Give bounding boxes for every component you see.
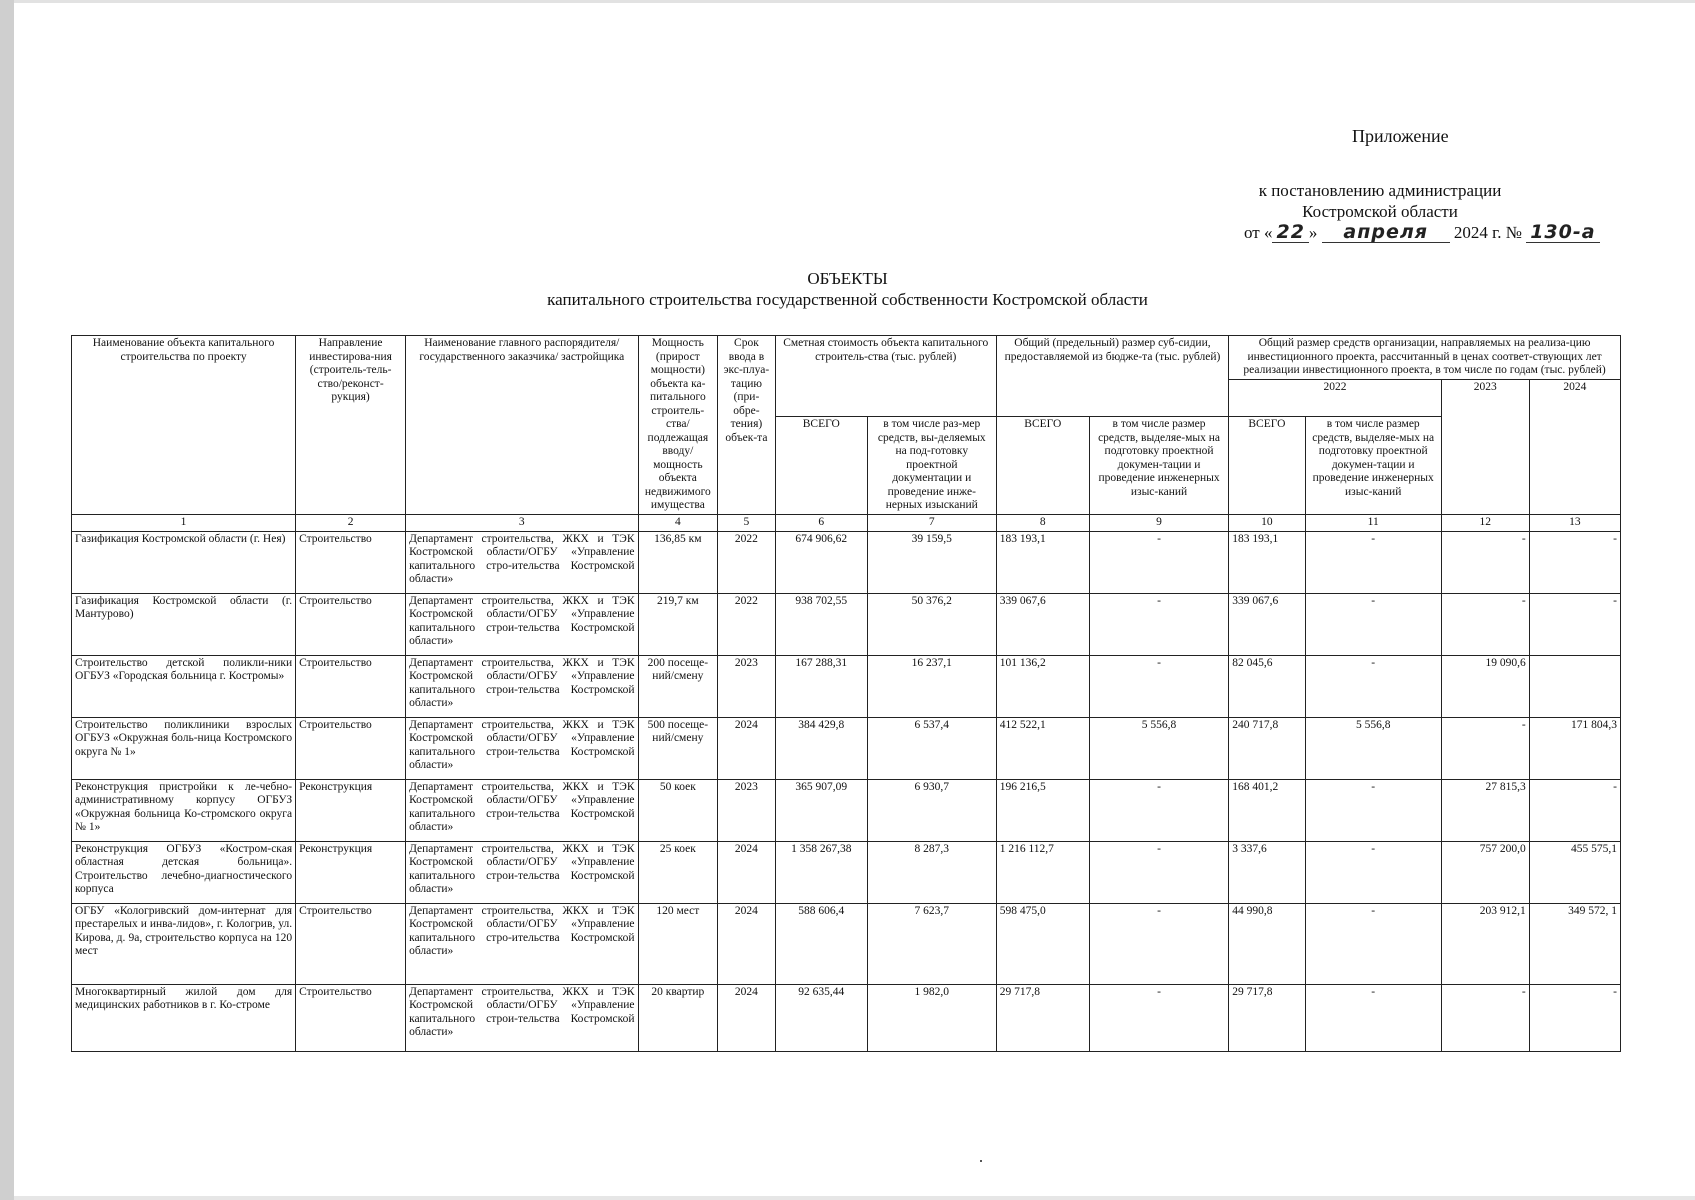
scan-edge-bottom bbox=[14, 1196, 1695, 1200]
estimate-incl-cell: 39 159,5 bbox=[867, 531, 996, 593]
date-prefix: от « bbox=[1244, 223, 1273, 242]
objects-table bbox=[71, 335, 1621, 1052]
header-object-name: Наименование объекта капитального строительства по проекту bbox=[72, 336, 296, 515]
title-line-2: капитального строительства государственной собственности Костромской области bbox=[547, 290, 1148, 309]
capacity-cell: 500 посеще-ний/смену bbox=[638, 717, 718, 779]
term-cell: 2022 bbox=[718, 593, 776, 655]
object-name-cell: Строительство детской поликли-ники ОГБУЗ «Городская больница г. Костромы» bbox=[72, 655, 296, 717]
column-number: 2 bbox=[296, 514, 406, 531]
date-month-handwritten: апреля bbox=[1322, 222, 1450, 243]
org-incl-cell: - bbox=[1305, 903, 1441, 984]
estimate-total-cell: 365 907,09 bbox=[775, 779, 867, 841]
customer-cell: Департамент строительства, ЖКХ и ТЭК Костромской области/ОГБУ «Управление капитального строи-тельства Костромской области» bbox=[406, 655, 638, 717]
direction-cell: Реконструкция bbox=[296, 841, 406, 903]
subsidy-incl-cell: - bbox=[1089, 593, 1228, 655]
capacity-cell: 50 коек bbox=[638, 779, 718, 841]
customer-cell: Департамент строительства, ЖКХ и ТЭК Костромской области/ОГБУ «Управление капитального стро-ительства Костромской области» bbox=[406, 531, 638, 593]
column-number: 12 bbox=[1441, 514, 1529, 531]
capacity-cell: 25 коек bbox=[638, 841, 718, 903]
subsidy-total-cell: 339 067,6 bbox=[996, 593, 1089, 655]
header-organization-funds: Общий размер средств организации, направляемых на реализа-цию инвестиционного проекта, рассчитанный в ценах соответ-ствующих лет реализации инвестиционного проекта, в том числе по годам (тыс. рублей) bbox=[1229, 336, 1621, 380]
year-2024-cell: 171 804,3 bbox=[1529, 717, 1620, 779]
table-row bbox=[72, 655, 1621, 717]
object-name-cell: Газификация Костромской области (г. Нея) bbox=[72, 531, 296, 593]
header-year-2023: 2023 bbox=[1441, 379, 1529, 514]
subsidy-total-cell: 412 522,1 bbox=[996, 717, 1089, 779]
objects-table-body bbox=[72, 531, 1621, 1051]
estimate-incl-cell: 16 237,1 bbox=[867, 655, 996, 717]
scan-edge-top bbox=[14, 0, 1695, 3]
term-cell: 2024 bbox=[718, 903, 776, 984]
date-year-label: 2024 г. № bbox=[1453, 223, 1522, 242]
capacity-cell: 20 квартир bbox=[638, 984, 718, 1051]
column-number: 11 bbox=[1305, 514, 1441, 531]
year-2024-cell: - bbox=[1529, 779, 1620, 841]
term-cell: 2022 bbox=[718, 531, 776, 593]
direction-cell: Строительство bbox=[296, 531, 406, 593]
date-mid: » bbox=[1308, 223, 1318, 242]
org-total-cell: 168 401,2 bbox=[1229, 779, 1305, 841]
estimate-total-cell: 588 606,4 bbox=[775, 903, 867, 984]
table-row bbox=[72, 984, 1621, 1051]
estimate-incl-cell: 50 376,2 bbox=[867, 593, 996, 655]
subsidy-incl-cell: - bbox=[1089, 779, 1228, 841]
org-total-cell: 44 990,8 bbox=[1229, 903, 1305, 984]
year-2023-cell: - bbox=[1441, 984, 1529, 1051]
year-2023-cell: - bbox=[1441, 593, 1529, 655]
estimate-total-cell: 938 702,55 bbox=[775, 593, 867, 655]
year-2024-cell: - bbox=[1529, 531, 1620, 593]
header-year-2024: 2024 bbox=[1529, 379, 1620, 514]
org-total-cell: 183 193,1 bbox=[1229, 531, 1305, 593]
subsidy-total-cell: 29 717,8 bbox=[996, 984, 1089, 1051]
direction-cell: Строительство bbox=[296, 655, 406, 717]
direction-cell: Строительство bbox=[296, 593, 406, 655]
header-year-2022: 2022 bbox=[1229, 379, 1442, 417]
header-est-total: ВСЕГО bbox=[775, 417, 867, 515]
org-incl-cell: - bbox=[1305, 593, 1441, 655]
estimate-total-cell: 167 288,31 bbox=[775, 655, 867, 717]
direction-cell: Строительство bbox=[296, 903, 406, 984]
estimate-incl-cell: 8 287,3 bbox=[867, 841, 996, 903]
header-direction: Направление инвестирова-ния (строитель-тель-ство/реконст-рукция) bbox=[296, 336, 406, 515]
table-row bbox=[72, 593, 1621, 655]
object-name-cell: Строительство поликлиники взрослых ОГБУЗ «Окружная боль-ница Костромского округа № 1» bbox=[72, 717, 296, 779]
year-2024-cell: 455 575,1 bbox=[1529, 841, 1620, 903]
decree-line-1: к постановлению администрации bbox=[1258, 181, 1502, 200]
column-number: 6 bbox=[775, 514, 867, 531]
customer-cell: Департамент строительства, ЖКХ и ТЭК Костромской области/ОГБУ «Управление капитального строи-тельства Костромской области» bbox=[406, 984, 638, 1051]
year-2023-cell: 757 200,0 bbox=[1441, 841, 1529, 903]
capacity-cell: 219,7 км bbox=[638, 593, 718, 655]
date-day-handwritten: 22 bbox=[1272, 222, 1308, 243]
subsidy-incl-cell: - bbox=[1089, 531, 1228, 593]
estimate-incl-cell: 6 537,4 bbox=[867, 717, 996, 779]
subsidy-incl-cell: 5 556,8 bbox=[1089, 717, 1228, 779]
year-2024-cell: - bbox=[1529, 984, 1620, 1051]
document-title bbox=[0, 268, 1695, 310]
header-org-incl: в том числе размер средств, выделяе-мых на подготовку проектной докумен-тации и проведение инженерных изыс-каний bbox=[1305, 417, 1441, 515]
estimate-incl-cell: 7 623,7 bbox=[867, 903, 996, 984]
decree-reference bbox=[1180, 180, 1580, 222]
year-2023-cell: - bbox=[1441, 717, 1529, 779]
subsidy-incl-cell: - bbox=[1089, 841, 1228, 903]
org-total-cell: 240 717,8 bbox=[1229, 717, 1305, 779]
object-name-cell: Газификация Костромской области (г. Мантурово) bbox=[72, 593, 296, 655]
column-number: 5 bbox=[718, 514, 776, 531]
year-2024-cell bbox=[1529, 655, 1620, 717]
subsidy-incl-cell: - bbox=[1089, 903, 1228, 984]
direction-cell: Строительство bbox=[296, 717, 406, 779]
header-est-incl: в том числе раз-мер средств, вы-деляемых на под-готовку проектной документации и проведение инже-нерных изысканий bbox=[867, 417, 996, 515]
estimate-total-cell: 1 358 267,38 bbox=[775, 841, 867, 903]
subsidy-total-cell: 598 475,0 bbox=[996, 903, 1089, 984]
org-incl-cell: - bbox=[1305, 779, 1441, 841]
title-line-1: ОБЪЕКТЫ bbox=[807, 269, 888, 288]
customer-cell: Департамент строительства, ЖКХ и ТЭК Костромской области/ОГБУ «Управление капитального строи-тельства Костромской области» bbox=[406, 717, 638, 779]
column-number: 8 bbox=[996, 514, 1089, 531]
year-2023-cell: 203 912,1 bbox=[1441, 903, 1529, 984]
customer-cell: Департамент строительства, ЖКХ и ТЭК Костромской области/ОГБУ «Управление капитального строи-тельства Костромской области» bbox=[406, 841, 638, 903]
estimate-incl-cell: 1 982,0 bbox=[867, 984, 996, 1051]
term-cell: 2024 bbox=[718, 984, 776, 1051]
header-org-total: ВСЕГО bbox=[1229, 417, 1305, 515]
header-estimated-cost: Сметная стоимость объекта капитального строитель-ства (тыс. рублей) bbox=[775, 336, 996, 417]
org-incl-cell: - bbox=[1305, 984, 1441, 1051]
column-number: 13 bbox=[1529, 514, 1620, 531]
customer-cell: Департамент строительства, ЖКХ и ТЭК Костромской области/ОГБУ «Управление капитального строи-тельства Костромской области» bbox=[406, 593, 638, 655]
table-row bbox=[72, 531, 1621, 593]
direction-cell: Строительство bbox=[296, 984, 406, 1051]
column-number: 10 bbox=[1229, 514, 1305, 531]
direction-cell: Реконструкция bbox=[296, 779, 406, 841]
column-number: 3 bbox=[406, 514, 638, 531]
estimate-total-cell: 674 906,62 bbox=[775, 531, 867, 593]
org-total-cell: 82 045,6 bbox=[1229, 655, 1305, 717]
org-total-cell: 339 067,6 bbox=[1229, 593, 1305, 655]
header-commissioning-term: Срок ввода в экс-плуа-тацию (при-обре-тения) объек-та bbox=[718, 336, 776, 515]
header-sub-total: ВСЕГО bbox=[996, 417, 1089, 515]
subsidy-total-cell: 183 193,1 bbox=[996, 531, 1089, 593]
appendix-label: Приложение bbox=[1352, 126, 1449, 146]
subsidy-total-cell: 196 216,5 bbox=[996, 779, 1089, 841]
capacity-cell: 200 посеще-ний/смену bbox=[638, 655, 718, 717]
header-sub-incl: в том числе размер средств, выделяе-мых на подготовку проектной докумен-тации и проведение инженерных изыс-каний bbox=[1089, 417, 1228, 515]
table-row bbox=[72, 779, 1621, 841]
capacity-cell: 136,85 км bbox=[638, 531, 718, 593]
column-numbers-row bbox=[72, 514, 1621, 531]
table-row bbox=[72, 717, 1621, 779]
year-2023-cell: - bbox=[1441, 531, 1529, 593]
org-incl-cell: - bbox=[1305, 531, 1441, 593]
estimate-total-cell: 384 429,8 bbox=[775, 717, 867, 779]
org-incl-cell: 5 556,8 bbox=[1305, 717, 1441, 779]
object-name-cell: Многоквартирный жилой дом для медицинских работников в г. Ко-строме bbox=[72, 984, 296, 1051]
table-row bbox=[72, 841, 1621, 903]
org-total-cell: 3 337,6 bbox=[1229, 841, 1305, 903]
column-number: 4 bbox=[638, 514, 718, 531]
term-cell: 2023 bbox=[718, 655, 776, 717]
object-name-cell: ОГБУ «Кологривский дом-интернат для престарелых и инва-лидов», г. Кологрив, ул. Кирова, д. 9а, строительство корпуса на 120 мест bbox=[72, 903, 296, 984]
term-cell: 2024 bbox=[718, 841, 776, 903]
decree-date bbox=[1244, 222, 1600, 243]
subsidy-incl-cell: - bbox=[1089, 655, 1228, 717]
year-2023-cell: 19 090,6 bbox=[1441, 655, 1529, 717]
column-number: 1 bbox=[72, 514, 296, 531]
capacity-cell: 120 мест bbox=[638, 903, 718, 984]
column-number: 9 bbox=[1089, 514, 1228, 531]
estimate-total-cell: 92 635,44 bbox=[775, 984, 867, 1051]
year-2023-cell: 27 815,3 bbox=[1441, 779, 1529, 841]
subsidy-total-cell: 1 216 112,7 bbox=[996, 841, 1089, 903]
column-number: 7 bbox=[867, 514, 996, 531]
year-2024-cell: 349 572, 1 bbox=[1529, 903, 1620, 984]
header-customer: Наименование главного распорядителя/ государственного заказчика/ застройщика bbox=[406, 336, 638, 515]
customer-cell: Департамент строительства, ЖКХ и ТЭК Костромской области/ОГБУ «Управление капитального стро-ительства Костромской области» bbox=[406, 903, 638, 984]
decree-number-handwritten: 130-а bbox=[1526, 222, 1599, 243]
object-name-cell: Реконструкция ОГБУЗ «Костром-ская областная детская больница». Строительство лечебно-диагностического корпуса bbox=[72, 841, 296, 903]
year-2024-cell: - bbox=[1529, 593, 1620, 655]
customer-cell: Департамент строительства, ЖКХ и ТЭК Костромской области/ОГБУ «Управление капитального строи-тельства Костромской области» bbox=[406, 779, 638, 841]
subsidy-incl-cell: - bbox=[1089, 984, 1228, 1051]
estimate-incl-cell: 6 930,7 bbox=[867, 779, 996, 841]
org-incl-cell: - bbox=[1305, 841, 1441, 903]
decree-line-2: Костромской области bbox=[1302, 202, 1458, 221]
header-subsidy: Общий (предельный) размер суб-сидии, предоставляемой из бюдже-та (тыс. рублей) bbox=[996, 336, 1228, 417]
term-cell: 2024 bbox=[718, 717, 776, 779]
scan-dot bbox=[980, 1160, 982, 1162]
scan-edge bbox=[0, 0, 14, 1200]
subsidy-total-cell: 101 136,2 bbox=[996, 655, 1089, 717]
object-name-cell: Реконструкция пристройки к ле-чебно-административному корпусу ОГБУЗ «Окружная больница Ко-стромского округа № 1» bbox=[72, 779, 296, 841]
term-cell: 2023 bbox=[718, 779, 776, 841]
org-incl-cell: - bbox=[1305, 655, 1441, 717]
header-capacity: Мощность (прирост мощности) объекта ка-питального строитель-ства/ подлежащая вводу/ мощность объекта недвижимого имущества bbox=[638, 336, 718, 515]
table-row bbox=[72, 903, 1621, 984]
org-total-cell: 29 717,8 bbox=[1229, 984, 1305, 1051]
